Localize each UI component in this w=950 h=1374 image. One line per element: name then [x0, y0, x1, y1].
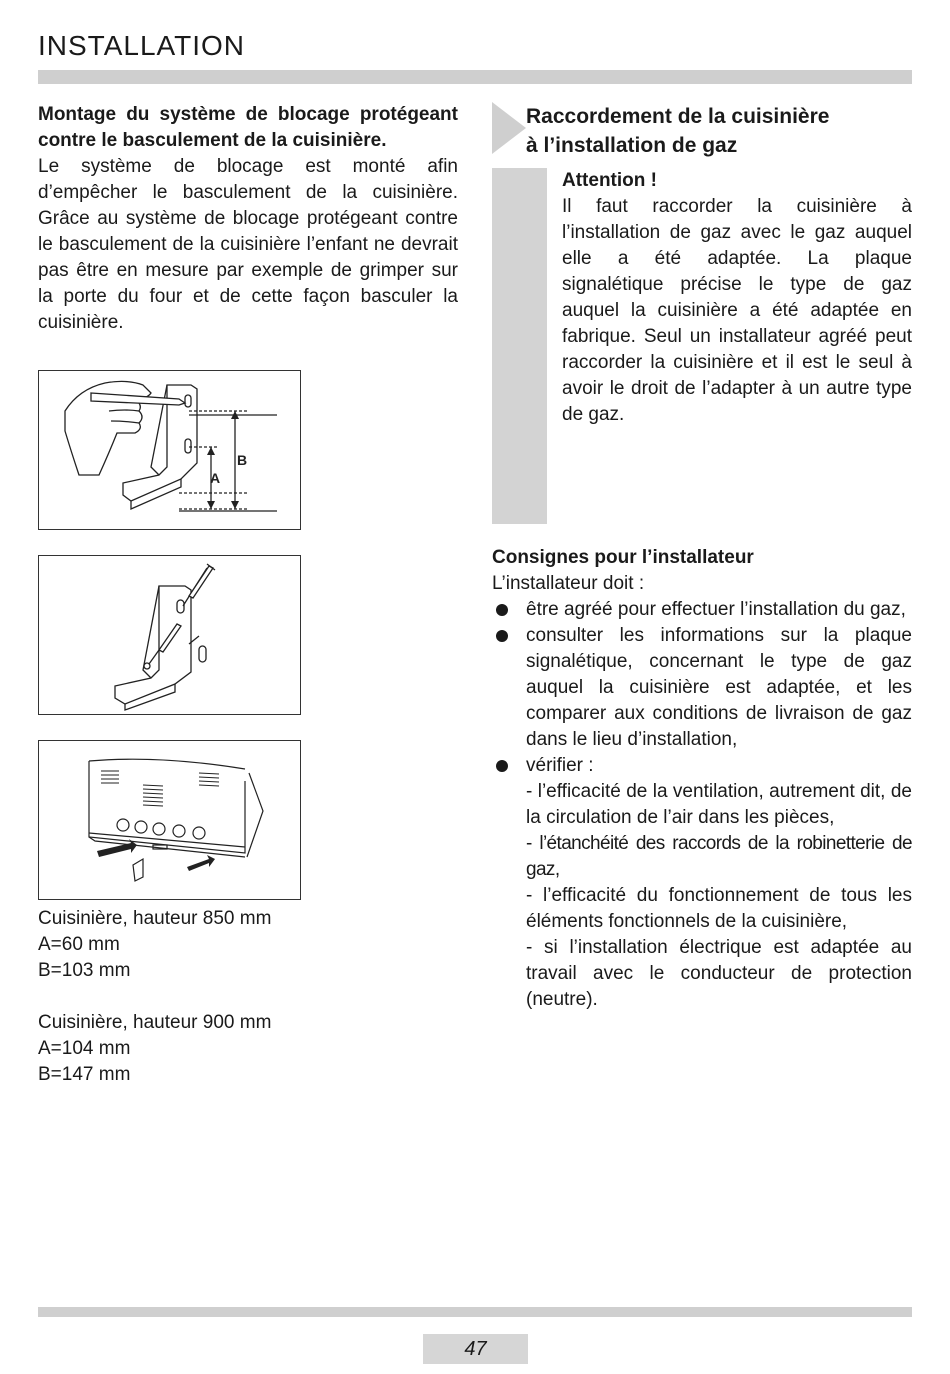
- check-subitem: - l’efficacité du fonctionnement de tous les éléments fonctionnels de la cuisinière,: [526, 885, 912, 932]
- bullet-icon: [496, 760, 508, 772]
- header-rule: [38, 70, 912, 84]
- attention-box: [562, 168, 912, 428]
- dimension-b-label: B: [237, 452, 248, 468]
- check-subitem: - l’efficacité de la ventilation, autrement dit, de la circulation de l’air dans les pièces,: [526, 781, 912, 828]
- section-arrow-icon: [492, 102, 526, 154]
- check-subitem: - l’étanchéité des raccords de la robinetterie de gaz,: [526, 833, 912, 880]
- installer-title: Consignes pour l’installateur: [492, 547, 754, 568]
- attention-side-bar: [492, 168, 547, 524]
- dimension-line: B=147 mm: [38, 1064, 131, 1085]
- screwing-illustration: [39, 556, 300, 714]
- attention-body: Il faut raccorder la cuisinière à l’installation de gaz avec le gaz auquel elle a été adaptée. La plaque signalétique précise le type de gaz auquel la cuisinière a été adaptée en fabrique. Seul un installateur agréé peut raccorder la cuisinière et il est le seul à avoir le droit de l’adapter à un autre type de gaz.: [562, 196, 912, 425]
- dimension-line: Cuisinière, hauteur 900 mm: [38, 1012, 272, 1033]
- gas-connection-title: [526, 102, 906, 160]
- installer-lead: L’installateur doit :: [492, 573, 645, 594]
- page-title: INSTALLATION: [38, 30, 246, 61]
- dimension-line: A=104 mm: [38, 1038, 131, 1059]
- check-subitem: - si l’installation électrique est adaptée au travail avec le conducteur de protection (neutre).: [526, 937, 912, 1010]
- dimension-line: A=60 mm: [38, 934, 120, 955]
- anti-tilt-heading: Montage du système de blocage protégeant contre le basculement de la cuisinière.: [38, 104, 458, 151]
- marking-illustration: [39, 371, 300, 529]
- gas-connection-title-line1: Raccordement de la cuisinière: [526, 105, 830, 128]
- installer-instructions: [492, 545, 912, 1013]
- footer-rule: [38, 1307, 912, 1317]
- dimension-line: B=103 mm: [38, 960, 131, 981]
- list-item: [492, 623, 912, 753]
- bullet-icon: [496, 630, 508, 642]
- anti-tilt-body: Le système de blocage est monté afin d’empêcher le basculement de la cuisinière. Grâce au système de blocage protégeant contre le basculement de la cuisinière l’enfant ne devrait pas être en mesure par exemple de grimper sur la porte du four et de cette façon basculer la cuisinière.: [38, 156, 458, 333]
- figure-cooker-anchoring: [38, 740, 301, 900]
- gas-connection-title-line2: à l’installation de gaz: [526, 134, 738, 157]
- list-item: [492, 597, 912, 623]
- anti-tilt-intro: [38, 102, 458, 336]
- height-dimensions: [38, 906, 358, 1088]
- list-item-text: être agréé pour effectuer l’installation du gaz,: [526, 599, 906, 620]
- figure-marking-holes: [38, 370, 301, 530]
- figure-screwing-bracket: [38, 555, 301, 715]
- installer-list: [492, 597, 912, 1013]
- list-item: [492, 753, 912, 1013]
- page-number: 47: [423, 1334, 528, 1364]
- dimension-a-label: A: [210, 470, 221, 486]
- dimension-line: [38, 984, 358, 1010]
- list-item-text: vérifier :: [526, 755, 594, 776]
- cooker-illustration: [39, 741, 300, 899]
- dimension-line: Cuisinière, hauteur 850 mm: [38, 908, 272, 929]
- attention-title: Attention !: [562, 170, 657, 191]
- bullet-icon: [496, 604, 508, 616]
- list-item-text: consulter les informations sur la plaque signalétique, concernant le type de gaz auquel la cuisinière est adaptée, et les comparer aux conditions de livraison de gaz dans le lieu d’installation,: [526, 625, 912, 750]
